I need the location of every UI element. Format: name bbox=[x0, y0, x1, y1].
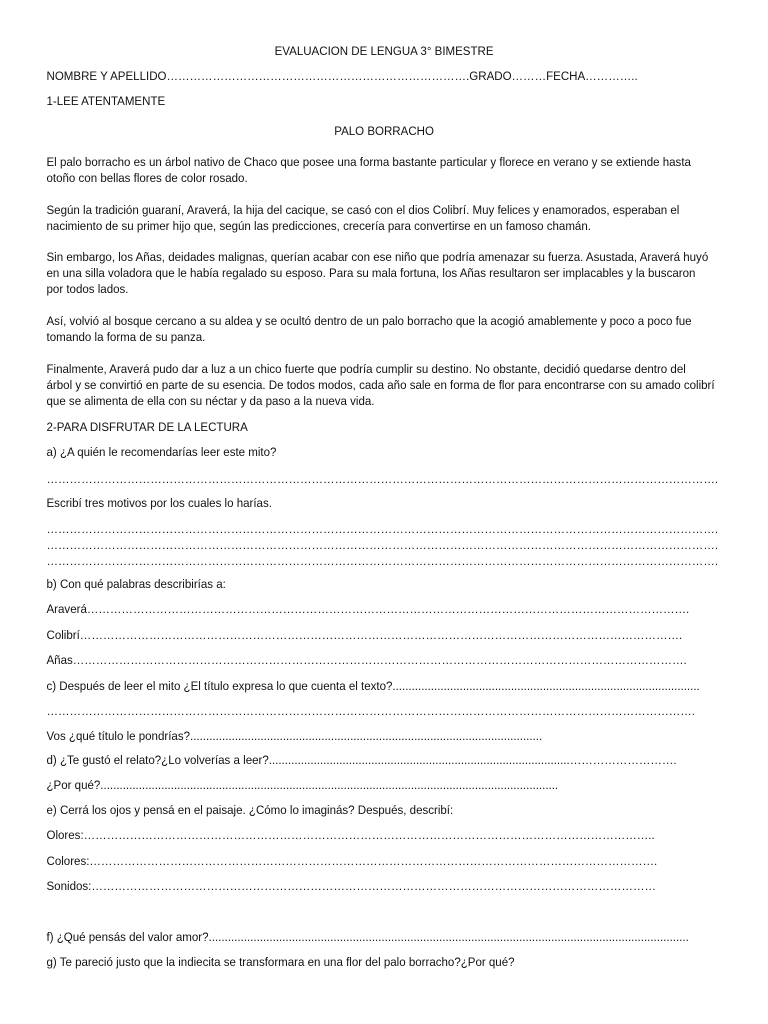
question-d: d) ¿Te gustó el relato?¿Lo volverías a leer?..............................................................................................………………………. bbox=[46, 753, 677, 767]
story-paragraph-line: El palo borracho es un árbol nativo de Chaco que posee una forma bastante particular y florece en verano y se extiende hasta bbox=[46, 155, 691, 169]
story-paragraph-line: Sin embargo, los Añas, deidades malignas, querían acabar con ese niño que podría amenazar su fuerza. Asustada, Araverá huyó bbox=[46, 250, 709, 264]
story-paragraph-line: Según la tradición guaraní, Araverá, la hija del cacique, se casó con el dios Colibrí. Muy felices y enamorados, esperaban el bbox=[46, 203, 680, 217]
question-e: e) Cerrá los ojos y pensá en el paisaje. ¿Cómo lo imaginás? Después, describí: bbox=[46, 803, 454, 817]
section2-heading: 2-PARA DISFRUTAR DE LA LECTURA bbox=[46, 420, 248, 434]
question-a: a) ¿A quién le recomendarías leer este mito? bbox=[46, 445, 277, 459]
answer-colibri: Colibrí…………………………………………………………………………………………………………………………………………. bbox=[46, 628, 683, 642]
answer-line: …………………………………………………………………………………………………………………………………………………………. bbox=[46, 538, 719, 552]
answer-anas: Añas……………………………………………………………………………………………………………………………………………. bbox=[46, 653, 687, 667]
story-paragraph-line: por todos lados. bbox=[46, 282, 129, 296]
story-paragraph-3 bbox=[47, 249, 722, 297]
question-b: b) Con qué palabras describirías a: bbox=[46, 577, 226, 591]
question-a-reasons: Escribí tres motivos por los cuales lo harías. bbox=[46, 496, 272, 510]
answer-line: …………………………………………………………………………………………………………………………………………………………. bbox=[46, 472, 719, 486]
story-paragraph-line: nacimiento de su primer hijo que, según las predicciones, crecería para convertirse en un famoso chamán. bbox=[46, 219, 591, 233]
answer-line: ……………………………………………………………………………………………………………………………………………………. bbox=[46, 704, 696, 718]
answer-olores: Olores:………………………………………………………………………………………………………………………………….. bbox=[46, 828, 655, 842]
exam-title: EVALUACION DE LENGUA 3° BIMESTRE bbox=[274, 44, 494, 58]
story-paragraph-2 bbox=[47, 202, 722, 234]
story-title: PALO BORRACHO bbox=[334, 124, 434, 138]
answer-sonidos: Sonidos:………………………………………………………………………………………………………………………………… bbox=[46, 879, 656, 893]
story-paragraph-line: otoño con bellas flores de color rosado. bbox=[46, 171, 248, 185]
answer-line: …………………………………………………………………………………………………………………………………………………………. bbox=[46, 554, 719, 568]
answer-colores: Colores:…………………………………………………………………………………………………………………………………. bbox=[46, 854, 658, 868]
question-f: f) ¿Qué pensás del valor amor?...................................................................................................................................................... bbox=[46, 930, 689, 944]
section1-heading: 1-LEE ATENTAMENTE bbox=[46, 94, 166, 108]
question-g: g) Te pareció justo que la indiecita se transformara en una flor del palo borracho?¿Por qué? bbox=[46, 955, 515, 969]
story-paragraph-line: tomando la forma de su panza. bbox=[46, 330, 206, 344]
story-paragraph-line: Así, volvió al bosque cercano a su aldea y se ocultó dentro de un palo borracho que la acogió amablemente y poco a poco fue bbox=[46, 314, 692, 328]
question-c: c) Después de leer el mito ¿El título expresa lo que cuenta el texto?................................................................................................ bbox=[46, 679, 700, 693]
answer-line: …………………………………………………………………………………………………………………………………………………………. bbox=[46, 522, 719, 536]
story-paragraph-4 bbox=[47, 313, 722, 345]
question-d-why: ¿Por qué?............................................................................................................................................... bbox=[46, 778, 559, 792]
story-paragraph-line: árbol y se convirtió en parte de su esencia. De todos modos, cada año sale en forma de flor para encontrarse con su amado colibrí bbox=[46, 378, 715, 392]
story-paragraph-1 bbox=[47, 154, 722, 186]
question-c-title: Vos ¿qué título le pondrías?.............................................................................................................. bbox=[46, 729, 543, 743]
story-paragraph-line: en una silla voladora que le había regalado su esposo. Para su mala fortuna, los Añas resultaron ser implacables y la buscaron bbox=[46, 266, 696, 280]
story-paragraph-line: que se alimenta de ella con su néctar y da paso a la nueva vida. bbox=[46, 394, 375, 408]
story-paragraph-5 bbox=[47, 361, 722, 409]
name-grade-date-line: NOMBRE Y APELLIDO…………………………………………………………………….GRADO………FECHA………….. bbox=[46, 69, 638, 83]
answer-aravera: Araverá…………………………………………………………………………………………………………………………………………. bbox=[46, 602, 690, 616]
story-paragraph-line: Finalmente, Araverá pudo dar a luz a un chico fuerte que podría cumplir su destino. No obstante, decidió quedarse dentro del bbox=[46, 362, 686, 376]
